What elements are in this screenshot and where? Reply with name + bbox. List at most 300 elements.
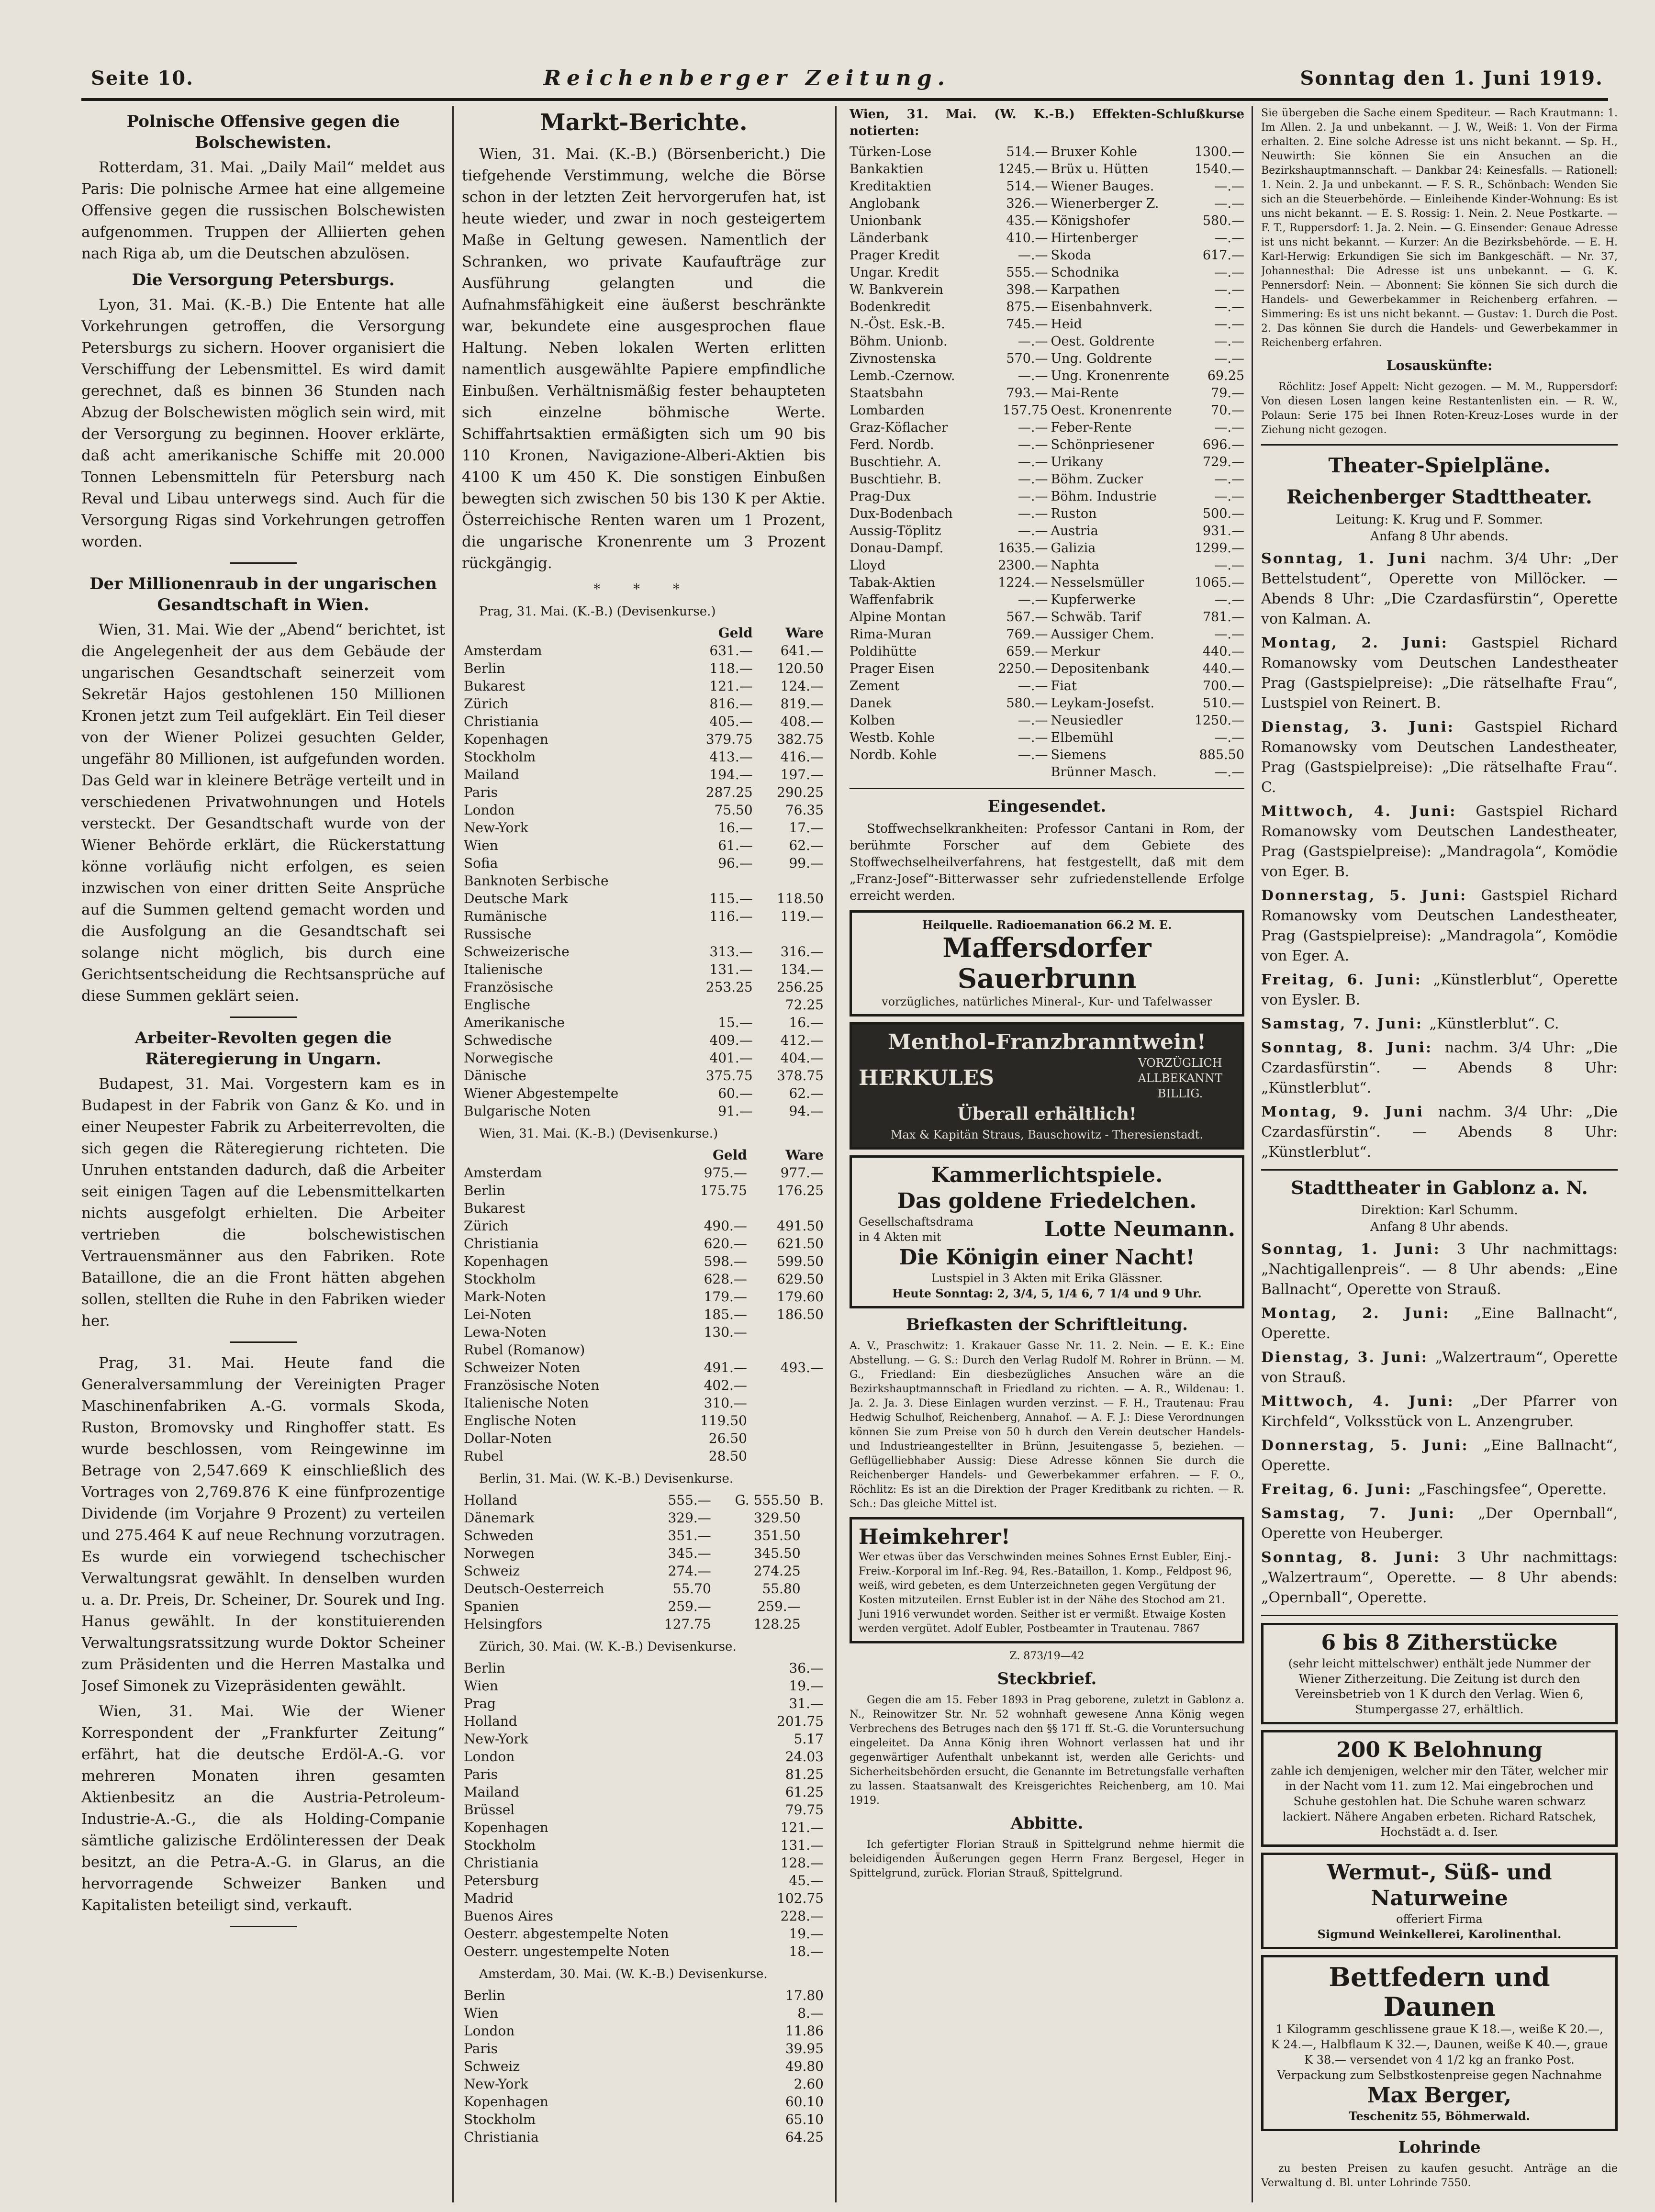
stock-name: Nordb. Kohle — [850, 748, 937, 762]
stock-name: Dux-Bodenbach — [850, 506, 953, 521]
schedule-entry — [1261, 1102, 1618, 1162]
rate-row — [462, 1730, 826, 1748]
stock-price: 326.— — [1006, 196, 1048, 211]
rate-value: 62.— — [789, 1085, 824, 1101]
rate-value: 60.— — [718, 1085, 753, 1101]
schedule-text: „Walzertraum“, Operette von Strauß. — [1261, 1349, 1618, 1386]
rate-row — [462, 1889, 826, 1907]
stock-name: Ruston — [1051, 506, 1097, 521]
stock-price: —.— — [1214, 765, 1244, 780]
stock-price: 570.— — [1006, 351, 1048, 366]
stock-price: 696.— — [1202, 437, 1244, 452]
issue-date: Sonntag den 1. Juni 1919. — [1300, 67, 1603, 89]
schedule-text: „Eine Ballnacht“, Operette. — [1261, 1437, 1618, 1474]
stock-price: 567.— — [1006, 610, 1048, 625]
stock-name: Naphta — [1051, 558, 1099, 573]
rate-label: Oesterr. abgestempelte Noten — [464, 1926, 669, 1942]
rate-value: 81.25 — [785, 1766, 824, 1782]
rate-value — [684, 996, 755, 1014]
rate-label: Italienische — [464, 961, 543, 977]
rate-value: 28.50 — [708, 1448, 747, 1464]
rate-row — [462, 1102, 826, 1120]
rate-value: 36.— — [789, 1660, 824, 1676]
article-title: Die Versorgung Petersburgs. — [132, 270, 395, 290]
rate-value: 15.— — [718, 1015, 753, 1030]
stock-price: 440.— — [1202, 661, 1244, 676]
rate-value: 16.— — [789, 1015, 824, 1030]
rate-value: 490.— — [704, 1218, 747, 1234]
stock-name: Aussig-Töplitz — [850, 524, 941, 538]
stock-price: 410.— — [1006, 231, 1048, 246]
rate-row — [462, 748, 826, 766]
stock-price: —.— — [1214, 420, 1244, 435]
ad-franzbranntwein-brand: HERKULES — [859, 1066, 994, 1090]
stock-price: 769.— — [1006, 627, 1048, 642]
rate-label: Schweiz — [464, 1563, 520, 1579]
rate-row — [462, 1695, 826, 1712]
stock-price: 1250.— — [1194, 713, 1244, 728]
stock-name: Schönpriesener — [1051, 437, 1154, 452]
rate-value: 39.95 — [785, 2041, 824, 2056]
rate-row — [462, 2075, 826, 2093]
divider — [1261, 1615, 1618, 1616]
reichenberg-theater-title: Reichenberger Stadttheater. — [1286, 486, 1592, 508]
rate-value: 345.— — [668, 1545, 711, 1561]
rate-value: 408.— — [780, 714, 824, 729]
prag-heading: Prag, 31. Mai. (K.-B.) (Devisenkurse.) — [479, 604, 716, 619]
rate-row — [462, 1801, 826, 1819]
rate-value: 118.50 — [777, 891, 824, 906]
rate-value: 310.— — [704, 1395, 747, 1411]
ad-zither — [1261, 1623, 1618, 1724]
ad-franzbranntwein-line: Überall erhältlich! — [957, 1104, 1137, 1124]
schedule-entry — [1261, 1436, 1618, 1476]
stock-price: 79.— — [1211, 386, 1244, 401]
rate-value — [749, 1323, 826, 1341]
stock-name: Eisenbahnverk. — [1051, 300, 1153, 314]
stock-name: Westb. Kohle — [850, 730, 935, 745]
rate-value: 60.10 — [785, 2094, 824, 2110]
rate-value — [803, 1509, 826, 1527]
stock-price: —.— — [1018, 524, 1048, 538]
page-number: Seite 10. — [91, 67, 194, 89]
rate-row — [462, 1447, 826, 1465]
rate-label: Deutsch-Oesterreich — [464, 1581, 604, 1597]
stock-price: —.— — [1018, 369, 1048, 383]
rate-value — [803, 1580, 826, 1598]
ad-zither-title: 6 bis 8 Zitherstücke — [1321, 1631, 1558, 1655]
stock-price: —.— — [1018, 506, 1048, 521]
rate-row — [462, 1084, 826, 1102]
stock-name: Depositenbank — [1051, 661, 1149, 676]
abbitte-title: Abbitte. — [1010, 1814, 1084, 1833]
briefkasten-text: A. V., Praschwitz: 1. Krakauer Gasse Nr. 11. 2. Nein. — E. K.: Eine Abstellung. — G. S.: Durch den Verlag Rudolf M. Rohrer in Brünn. — M. G., Friedland: Ein diesbezügliches Ansuchen wäre an die Bezirkshauptmannschaft in Friedland zu richten. — A. R., Wildenau: 1. Ja. 2. Ja. 3. Diese Einlagen wurden verzinst. — F. H., Trautenau: Frau Hedwig Schulhof, Reichenberg, Annahof. — A. F. J.: Diese Verordnungen können Sie zum Preise von 50 h durch den Verein deutscher Handels- und Industrieangestellter in Brünn, Jesuitengasse 5, beziehen. — Geflügelliebhaber Aussig: Diese Adresse können Sie durch die Reichenberger Handels- und Gewerbekammer erfahren. — F. O., Röchlitz: Es ist an die Direktion der Prager Kreditbank zu richten. — R. Sch.: Das gleiche Mittel ist. — [850, 1340, 1244, 1510]
rate-value — [755, 872, 826, 890]
rate-value: 404.— — [780, 1050, 824, 1066]
theater-title: Theater-Spielpläne. — [1328, 454, 1551, 477]
stock-name: Kreditaktien — [850, 179, 932, 194]
schedule-entry — [1261, 1304, 1618, 1344]
rate-value: 26.50 — [708, 1430, 747, 1446]
rate-row — [462, 1014, 826, 1031]
schedule-entry — [1261, 717, 1618, 798]
rate-row — [462, 961, 826, 978]
rate-row — [462, 1049, 826, 1067]
rate-row — [462, 1252, 826, 1270]
rate-row — [462, 2004, 826, 2022]
schedule-entry — [1261, 549, 1618, 629]
film-title: Die Königin einer Nacht! — [899, 1245, 1195, 1270]
rate-value: 816.— — [709, 696, 753, 712]
rate-label: Paris — [464, 784, 498, 800]
rate-label: Amsterdam — [464, 1165, 542, 1181]
schedule-day: Mittwoch, 4. Juni: — [1261, 803, 1476, 820]
schedule-entry — [1261, 1480, 1618, 1500]
stocks-table — [850, 144, 1244, 781]
schedule-day: Sonntag, 1. Juni: — [1261, 1241, 1457, 1258]
rate-label: Norwegen — [464, 1545, 535, 1561]
stock-price: 500.— — [1202, 506, 1244, 521]
schedule-text: „Der Pfarrer von Kirchfeld“, Volksstück von L. Anzengruber. — [1261, 1393, 1618, 1430]
divider — [230, 1017, 297, 1018]
film-title: Das goldene Friedelchen. — [897, 1189, 1197, 1213]
rate-label: Deutsche Mark — [464, 891, 568, 906]
stock-price: —.— — [1214, 196, 1244, 211]
rate-value: 127.75 — [664, 1616, 711, 1632]
rate-label: Wien — [464, 1678, 498, 1694]
stock-name: Skoda — [1051, 248, 1091, 263]
rate-label: Mailand — [464, 1784, 519, 1800]
rate-value: 96.— — [718, 855, 753, 871]
rate-value: 413.— — [709, 749, 753, 765]
abbitte-text: Ich gefertigter Florian Strauß in Spittelgrund nehme hiermit die beleidigenden Äußerungen gegen Herrn Franz Bergesel, Heger in Spittelgrund, zurück. Florian Strauß, Spittelgrund. — [850, 1839, 1244, 1879]
stock-price: —.— — [1214, 334, 1244, 349]
rate-label: Französische — [464, 979, 554, 995]
column-divider — [835, 106, 837, 2202]
rate-label: Dänische — [464, 1068, 526, 1084]
rate-row — [462, 1765, 826, 1783]
ad-franzbranntwein-maker: Max & Kapitän Straus, Bauschowitz - Theresienstadt. — [890, 1128, 1204, 1141]
rate-value — [672, 1341, 749, 1359]
schedule-day: Samstag, 7. Juni: — [1261, 1016, 1430, 1032]
rate-row — [462, 2022, 826, 2040]
column-divider — [452, 106, 454, 2202]
column-divider — [1252, 106, 1253, 2202]
rate-value: 599.50 — [777, 1253, 824, 1269]
rate-value: 17.80 — [785, 1988, 824, 2003]
divider — [230, 1926, 297, 1927]
stock-price: —.— — [1214, 592, 1244, 607]
rate-row — [462, 1562, 826, 1580]
stock-name: Mai-Rente — [1051, 386, 1119, 401]
ad-heimkehrer-title: Heimkehrer! — [859, 1525, 1010, 1549]
film-desc: Lustspiel in 3 Akten mit Erika Glässner. — [931, 1272, 1163, 1285]
stock-name: Bankaktien — [850, 162, 924, 177]
rate-label: London — [464, 1749, 515, 1765]
stock-price: —.— — [1214, 300, 1244, 314]
market-report: Wien, 31. Mai. (K.-B.) (Börsenbericht.) Die tiefgehende Verstimmung, welche die Börse schon in der letzten Zeit hervorgerufen hat, ist heute wieder, und zwar in noch gesteigertem Maße in Geltung gewesen. Namentlich der Schranken, wo private Kaufaufträge zur Ausführung gelangten und die Aufnahmsfähigkeit eine äußerst beschränkte war, bekundete eine ausgesprochen flaue Haltung. Neben lokalen Werten erlitten namentlich ausgewählte Papiere empfindliche Einbußen. Verhältnismäßig fester behaupteten sich einzelne böhmische Werte. Schiffahrtsaktien ermäßigten sich um 90 bis 110 Kronen, Navigazione-Alberi-Aktien bis 4100 K um 450 K. Die sonstigen Einbußen bewegten sich zwischen 50 bis 130 K per Aktie. Österreichische Renten waren um 1 Prozent, die ungarische Kronenrente um 3 Prozent rückgängig. — [462, 145, 826, 572]
rate-value: 116.— — [709, 908, 753, 924]
rate-row — [462, 996, 826, 1014]
stock-price: 729.— — [1202, 455, 1244, 469]
rate-value: 45.— — [789, 1873, 824, 1888]
rate-row — [462, 1491, 826, 1509]
reichenberg-start: Anfang 8 Uhr abends. — [1370, 529, 1509, 544]
rate-row — [462, 2057, 826, 2075]
rate-row — [462, 1615, 826, 1633]
rate-value: 134.— — [780, 961, 824, 977]
ad-heimkehrer — [850, 1517, 1244, 1643]
stock-name: Zement — [850, 679, 900, 693]
rate-label: Russische — [464, 926, 532, 942]
rate-row — [462, 925, 826, 943]
rate-label: Banknoten Serbische — [464, 873, 609, 889]
stock-name: Hirtenberger — [1051, 231, 1138, 246]
ad-zither-text: (sehr leicht mittelschwer) enthält jede Nummer der Wiener Zitherzeitung. Die Zeitung ist durch den Vereinsbetrieb von 1 K durch den Verlag. Wien 6, Stumpergasse 27, erhältlich. — [1288, 1657, 1591, 1716]
rate-value: 329.— — [668, 1510, 711, 1526]
film-desc: Gesellschaftsdrama in 4 Akten mit — [859, 1215, 973, 1244]
stock-price: —.— — [1018, 489, 1048, 504]
rate-row — [462, 1580, 826, 1598]
rate-row — [462, 783, 826, 801]
rate-label: Italienische Noten — [464, 1395, 589, 1411]
stock-price: —.— — [1214, 730, 1244, 745]
rate-label: Helsingfors — [464, 1616, 543, 1632]
stock-price: —.— — [1214, 472, 1244, 487]
ad-franzbranntwein — [850, 1022, 1244, 1150]
stock-name: Prag-Dux — [850, 489, 911, 504]
stock-price: 659.— — [1006, 644, 1048, 659]
rate-value — [749, 1412, 826, 1430]
ad-bettfedern-firm: Max Berger, — [1367, 2083, 1512, 2108]
rate-value: G. 555.50 — [735, 1492, 801, 1508]
rate-value — [803, 1615, 826, 1633]
stock-price: —.— — [1214, 489, 1244, 504]
rate-row — [462, 2093, 826, 2111]
rate-label: Berlin — [464, 1183, 505, 1198]
zurich-rates-table — [462, 1659, 826, 1960]
stock-name: Oest. Goldrente — [1051, 334, 1155, 349]
wien-rates-table — [462, 1146, 826, 1465]
schedule-entry — [1261, 1392, 1618, 1432]
rate-value — [672, 1199, 749, 1217]
stock-name: Fiat — [1051, 679, 1077, 693]
rate-row — [462, 766, 826, 783]
rate-value: 631.— — [709, 643, 753, 659]
schedule-day: Sonntag, 8. Juni: — [1261, 1549, 1457, 1566]
stock-price: 580.— — [1202, 213, 1244, 228]
schedule-day: Dienstag, 3. Juni: — [1261, 1349, 1435, 1366]
stock-price: 1245.— — [998, 162, 1048, 177]
schedule-day: Montag, 9. Juni — [1261, 1104, 1439, 1120]
stock-price: —.— — [1214, 282, 1244, 297]
rate-row — [462, 1819, 826, 1836]
rate-label: Paris — [464, 2041, 498, 2056]
article-title: Arbeiter-Revolten gegen die Räteregierung in Ungarn. — [134, 1028, 392, 1069]
rate-label: Schweiz — [464, 2058, 520, 2074]
rate-value: 351.— — [668, 1528, 711, 1543]
gablonz-schedule — [1261, 1240, 1618, 1608]
rate-row — [462, 819, 826, 837]
rate-value: 124.— — [780, 678, 824, 694]
rate-label: Kopenhagen — [464, 2094, 548, 2110]
rate-value: 253.25 — [705, 979, 753, 995]
article-title: Polnische Offensive gegen die Bolschewisten. — [126, 112, 400, 152]
rate-row — [462, 642, 826, 659]
article-text: Wien, 31. Mai. Wie der „Abend“ berichtet, ist die Angelegenheit der aus dem Gebäude der ungarischen Gesandtschaft seinerzeit vom Sekretär Hajos gestohlenen 150 Millionen Kronen jetzt zum Teil aufgeklärt. Ein Teil dieser von der Wiener Polizei gesuchten Gelder, ungefähr 80 Millionen, ist aufgefunden worden. Das Geld war in kleinere Beträge verteilt und in verschiedenen Privatwohnungen und Hotels versteckt. Der Gesandtschaft wurde von der Wiener Behörde erklärt, die Rückerstattung könne vorläufig nicht erfolgen, es seien inzwischen von einer dritten Seite Ansprüche auf die Summen geltend gemacht worden und die Ausfolgung an die Gesandtschaft sei solange nicht möglich, bis durch eine Gerichtsentscheidung die Rechtsansprüche auf diese Summen geklärt seien. — [81, 621, 445, 1005]
rate-value: 629.50 — [777, 1271, 824, 1287]
rate-value: 491.50 — [777, 1218, 824, 1234]
schedule-entry — [1261, 1038, 1618, 1098]
rate-value: 179.— — [704, 1289, 747, 1305]
rate-row — [462, 943, 826, 961]
schedule-day: Freitag, 6. Juni: — [1261, 972, 1433, 988]
rate-value — [749, 1341, 826, 1359]
stock-price: —.— — [1018, 455, 1048, 469]
zurich-heading: Zürich, 30. Mai. (W. K.-B.) Devisenkurse. — [479, 1640, 737, 1654]
stock-price: —.— — [1018, 334, 1048, 349]
rate-value: 119.— — [780, 908, 824, 924]
rate-value: 61.— — [718, 838, 753, 853]
rate-value: 8.— — [797, 2005, 824, 2021]
rate-label: Holland — [464, 1492, 517, 1508]
rate-label: Bulgarische Noten — [464, 1103, 591, 1119]
rate-label: Kopenhagen — [464, 1253, 548, 1269]
rate-value: 259.— — [757, 1598, 801, 1614]
rate-value: 186.50 — [777, 1307, 824, 1322]
rate-value: 598.— — [704, 1253, 747, 1269]
schedule-text: Gastspiel Richard Romanowsky vom Deutschen Landestheater, Prag (Gastspielpreise): „Die rätselhafte Frau“. C. — [1261, 719, 1618, 796]
rate-row — [462, 1359, 826, 1376]
steckbrief-number: Z. 873/19—42 — [1009, 1650, 1085, 1662]
rate-value: 287.25 — [705, 784, 753, 800]
stock-name: Ferd. Nordb. — [850, 437, 934, 452]
stock-name: Aussiger Chem. — [1051, 627, 1154, 642]
rate-row — [462, 1677, 826, 1695]
divider — [1261, 1169, 1618, 1171]
rate-row — [462, 1854, 826, 1872]
rate-label: Holland — [464, 1713, 517, 1729]
amsterdam-rates-table — [462, 1987, 826, 2146]
rate-label: London — [464, 2023, 515, 2039]
rate-label: Buenos Aires — [464, 1908, 553, 1924]
article-title: Der Millionenraub in der ungarischen Gesandtschaft in Wien. — [89, 574, 437, 614]
rate-row — [462, 1527, 826, 1544]
rate-value: 185.— — [704, 1307, 747, 1322]
stock-name: Türken-Lose — [850, 145, 932, 159]
stocks-heading: Wien, 31. Mai. (W. K.-B.) Effekten-Schlußkurse notierten: — [850, 107, 1244, 138]
rate-value: 61.25 — [785, 1784, 824, 1800]
article-text: Budapest, 31. Mai. Vorgestern kam es in Budapest in der Fabrik von Ganz & Ko. und in einer Neupester Fabrik zu Arbeiterrevolten, die sich gegen die Räteregierung richteten. Die Unruhen entstanden dadurch, daß die Arbeiter seit einigen Tagen auf die Lebensmittelkarten nichts ausgefolgt erhielten. Die Arbeiter vertrieben die bolschewistischen Vertrauensmänner aus den Fabriken. Rote Bataillone, die an die Front hätten abgehen sollen, stellten die Ruhe in den Fabriken wieder her. — [81, 1075, 445, 1329]
stock-price: 617.— — [1202, 248, 1244, 263]
rate-label: Wiener Abgestempelte — [464, 1085, 619, 1101]
rate-label: London — [464, 802, 515, 818]
rate-value: 131.— — [709, 961, 753, 977]
rate-row — [462, 1199, 826, 1217]
eingesendet-text: Stoffwechselkrankheiten: Professor Cantani in Rom, der berühmte Forscher auf dem Gebiete des Stoffwechselheilverfahrens, hat festgestellt, daß mit dem „Franz-Josef“-Bitterwasser sehr zufriedenstellende Erfolge erreicht werden. — [850, 822, 1244, 903]
rate-value: 274.25 — [753, 1563, 801, 1579]
rate-value — [684, 872, 755, 890]
stock-price: —.— — [1214, 351, 1244, 366]
stock-price: 435.— — [1006, 213, 1048, 228]
rate-label: Rubel — [464, 1448, 503, 1464]
stock-name: Lombarden — [850, 403, 925, 418]
rate-row — [462, 2040, 826, 2057]
rate-row — [462, 1712, 826, 1730]
rate-label: Christiania — [464, 2129, 539, 2145]
rate-value: 382.75 — [777, 731, 824, 747]
schedule-text: 3 Uhr nachmittags: „Walzertraum“, Operette. — 8 Uhr abends: „Opernball“, Operette. — [1261, 1549, 1618, 1606]
stock-price: —.— — [1018, 592, 1048, 607]
stock-name: Buschtiehr. A. — [850, 455, 941, 469]
rate-row — [462, 1323, 826, 1341]
schedule-text: nachm. 3/4 Uhr: „Die Czardasfürstin“. — Abends 8 Uhr: „Künstlerblut“. — [1261, 1104, 1618, 1161]
rate-row — [462, 1987, 826, 2004]
rate-label: Prag — [464, 1696, 496, 1711]
rate-value: 555.— — [668, 1492, 711, 1508]
rate-label: Bukarest — [464, 1200, 525, 1216]
rate-row — [462, 1031, 826, 1049]
stock-name: Ung. Goldrente — [1051, 351, 1152, 366]
rate-row — [462, 854, 826, 872]
rate-label: Schwedische — [464, 1032, 552, 1048]
stock-name: Danek — [850, 696, 892, 711]
stock-price: —.— — [1214, 558, 1244, 573]
rate-label: Rumänische — [464, 908, 548, 924]
stock-name: N.-Öst. Esk.-B. — [850, 317, 945, 332]
rate-value: 121.— — [709, 678, 753, 694]
stock-price: —.— — [1214, 627, 1244, 642]
rate-value: 118.— — [709, 660, 753, 676]
rate-label: Mark-Noten — [464, 1289, 546, 1305]
rate-label: Zürich — [464, 696, 509, 712]
col-ware-header: Ware — [785, 1147, 824, 1163]
col-ware-header: Ware — [785, 625, 824, 641]
rate-value: 102.75 — [777, 1890, 824, 1906]
cinema-title: Kammerlichtspiele. — [931, 1163, 1163, 1187]
rate-row — [462, 801, 826, 819]
rate-row — [462, 1341, 826, 1359]
stock-name: Waffenfabrik — [850, 592, 934, 607]
stock-price: 1540.— — [1194, 162, 1244, 177]
stock-price: 793.— — [1006, 386, 1048, 401]
rate-value: 402.— — [704, 1377, 747, 1393]
schedule-day: Freitag, 6. Juni: — [1261, 1481, 1419, 1498]
divider — [850, 788, 1244, 789]
rate-label: Wien — [464, 838, 498, 853]
schedule-entry — [1261, 1548, 1618, 1608]
schedule-text: Gastspiel Richard Romanowsky vom Deutschen Landestheater, Prag (Gastspielpreise): „Mandragola“, Komödie von Eger. A. — [1261, 887, 1618, 964]
rate-value: 379.75 — [705, 731, 753, 747]
rate-value: 91.— — [718, 1103, 753, 1119]
rate-label: Christiania — [464, 1236, 539, 1251]
divider — [230, 1341, 297, 1343]
rate-value: 55.70 — [672, 1581, 711, 1597]
schedule-text: „Faschingsfee“, Operette. — [1418, 1481, 1607, 1498]
ad-bettfedern-address: Teschenitz 55, Böhmerwald. — [1349, 2109, 1530, 2123]
rate-row — [462, 1907, 826, 1925]
rate-value: 313.— — [709, 944, 753, 960]
rate-value: 179.60 — [777, 1289, 824, 1305]
stock-name: Böhm. Industrie — [1051, 489, 1157, 504]
stock-name: Urikany — [1051, 455, 1103, 469]
rate-label: Mailand — [464, 767, 519, 782]
stock-name: Alpine Montan — [850, 610, 946, 625]
amsterdam-heading: Amsterdam, 30. Mai. (W. K.-B.) Devisenkurse. — [479, 1967, 768, 1981]
rate-value: 228.— — [780, 1908, 824, 1924]
rate-label: Berlin — [464, 1988, 505, 2003]
schedule-entry — [1261, 633, 1618, 714]
